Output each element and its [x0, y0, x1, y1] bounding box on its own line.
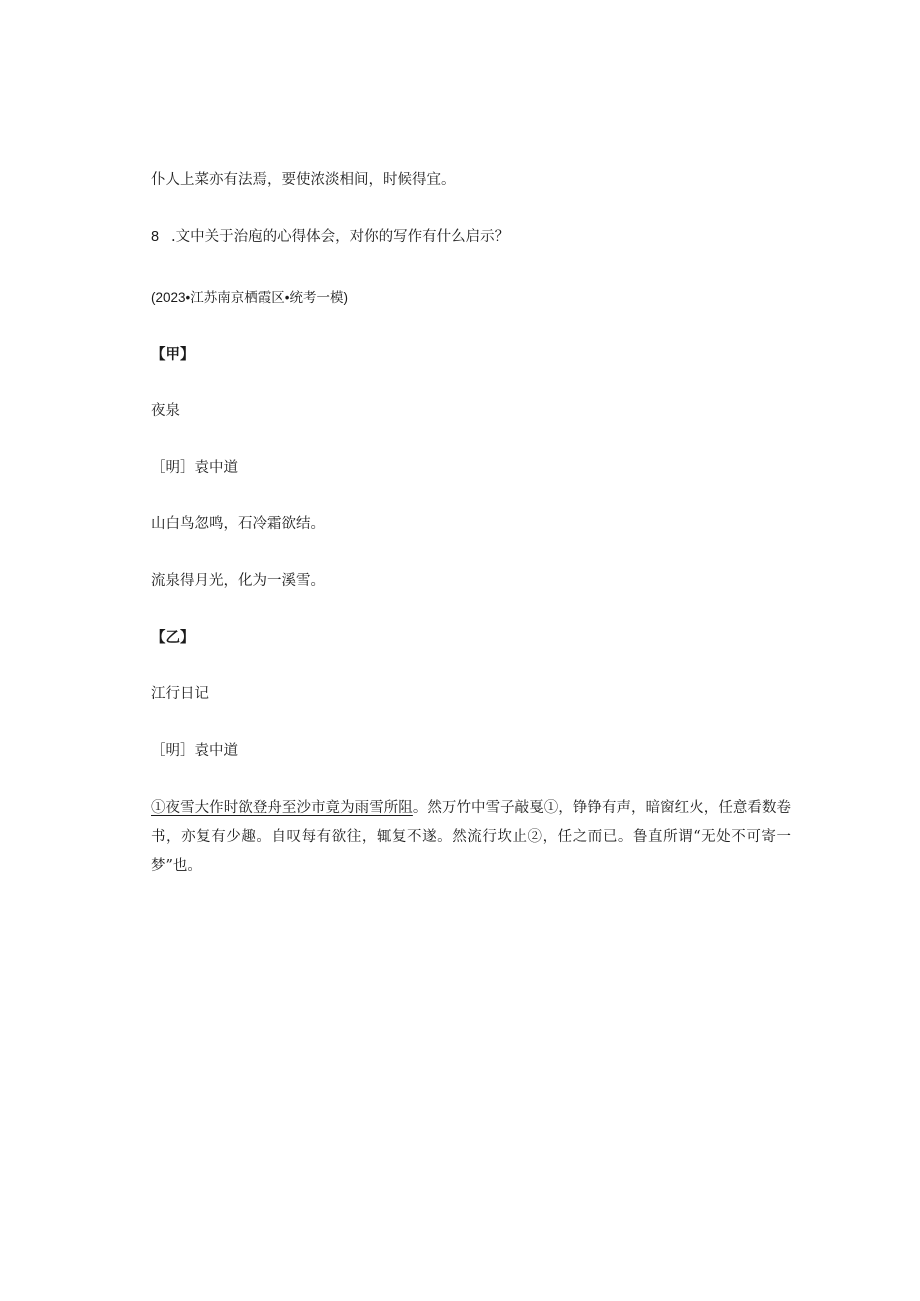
poem-line-1: 山白鸟忽鸣，石冷霜欲结。 [151, 516, 325, 532]
section-jia-heading: 【甲】 [151, 346, 195, 363]
source-citation: (2023•江苏南京栖霞区•统考一模) [151, 290, 348, 305]
question-8 [151, 227, 509, 247]
section-yi-heading: 【乙】 [151, 629, 195, 646]
prose-paragraph [151, 794, 791, 881]
poem-line-2: 流泉得月光，化为一溪雪。 [151, 573, 325, 589]
prose-title: 江行日记 [151, 686, 209, 702]
prose-author: ［明］袁中道 [151, 743, 238, 759]
poem-author: ［明］袁中道 [151, 460, 238, 476]
underlined-sentence: ①夜雪大作时欲登舟至沙市竟为雨雪所阻 [151, 800, 413, 816]
prose-rest: 。然万竹中雪子敲戛①，铮铮有声，暗窗红火，任意看数卷书，亦复有少趣。自叹每有欲往，辄复不遂。然流行坎止②，任之而已。鲁直所谓“无处不可寄一梦”也。 [151, 800, 792, 874]
intro-tail-line: 仆人上菜亦有法焉，要使浓淡相间，时候得宜。 [151, 172, 456, 188]
question-text: .文中关于治庖的心得体会，对你的写作有什么启示？ [171, 229, 510, 245]
poem-title: 夜泉 [151, 403, 180, 419]
question-number: 8 [151, 229, 160, 245]
